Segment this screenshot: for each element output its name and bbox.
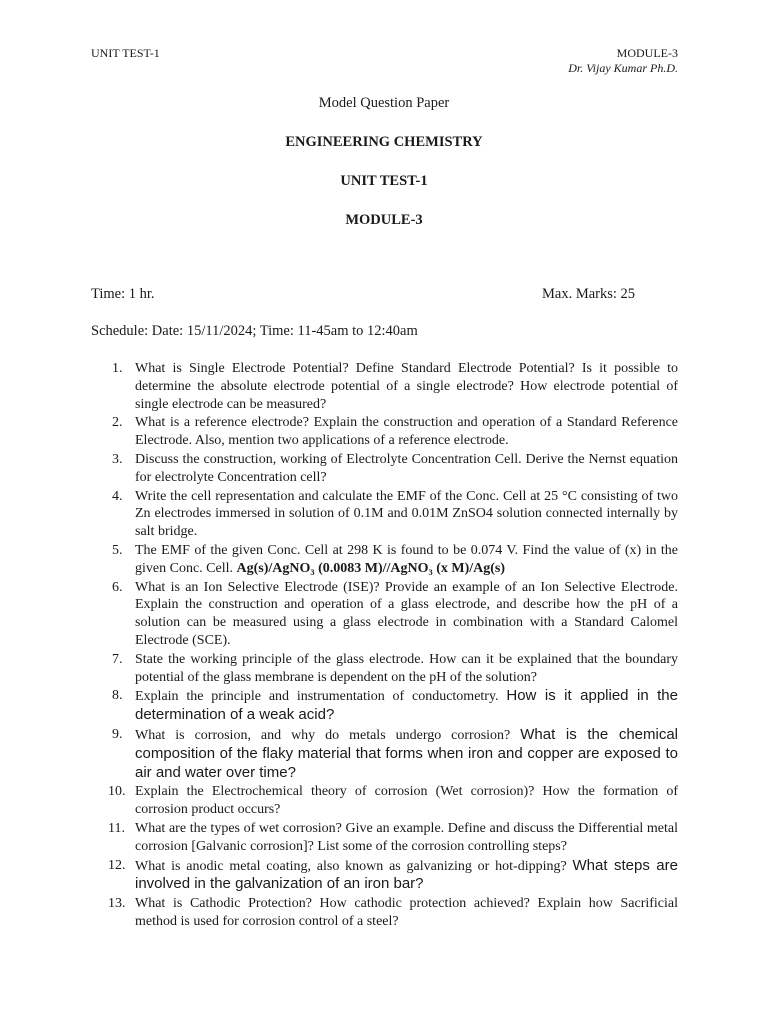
question-text: Write the cell representation and calculate the EMF of the Conc. Cell at 25 °C consisting of two Zn electrodes immersed in solution of 0.1M and 0.01M ZnSO4 solution connected internally by salt bridge. (135, 488, 678, 540)
question-number: 9. (112, 726, 123, 742)
paper-subtitle: Model Question Paper (318, 95, 450, 111)
question-text: What is Single Electrode Potential? Define Standard Electrode Potential? Is it possible to determine the absolute electrode potential of a single electrode? How electrode potential of single electrode can be measured? (135, 361, 678, 412)
question-text: What is anodic metal coating, also known as galvanizing or hot-dipping? (135, 858, 567, 874)
question-item (91, 414, 678, 450)
question-item (91, 542, 678, 578)
header-module: MODULE-3 (616, 46, 678, 60)
schedule: Schedule: Date: 15/11/2024; Time: 11-45am to 12:40am (91, 323, 418, 339)
question-number: 7. (112, 651, 123, 667)
question-text: What is a reference electrode? Explain the construction and operation of a Standard Reference Electrode. Also, mention two applications of a reference electrode. (135, 415, 678, 449)
question-text-continued: What is the chemical composition of the flaky material that forms when iron and copper are exposed to air and water over time? (135, 725, 679, 781)
question-list (91, 360, 678, 932)
question-text: Explain the principle and instrumentation of conductometry. (135, 689, 499, 705)
question-number: 13. (108, 896, 126, 912)
question-number: 10. (108, 784, 126, 800)
question-text: Discuss the construction, working of Electrolyte Concentration Cell. Derive the Nernst equation for electrolyte Concentration cell? (135, 451, 678, 485)
question-text: State the working principle of the glass electrode. How can it be explained that the boundary potential of the glass membrane is dependent on the pH of the solution? (135, 651, 678, 685)
question-item (91, 820, 678, 856)
header-module-block (568, 46, 678, 76)
max-marks: Max. Marks: 25 (542, 286, 636, 302)
question-item (91, 451, 678, 487)
header-unit-test: UNIT TEST-1 (91, 46, 160, 60)
question-number: 11. (108, 820, 125, 836)
question-number: 3. (112, 451, 123, 467)
question-text: Explain the Electrochemical theory of corrosion (Wet corrosion)? How the formation of corrosion product occurs? (135, 784, 678, 818)
cell-formula: Ag(s)/AgNO₃ (0.0083 M)//AgNO₃ (x M)/Ag(s) (236, 560, 506, 576)
question-number: 5. (112, 542, 123, 558)
question-number: 1. (112, 361, 123, 376)
question-text-continued: What steps are involved in the galvanization of an iron bar? (135, 856, 678, 893)
question-text: The EMF of the given Conc. Cell at 298 K is found to be 0.074 V. Find the value of (x) in the given Conc. Cell. (135, 542, 678, 576)
question-number: 6. (112, 579, 123, 595)
question-item (91, 857, 678, 895)
question-item (91, 783, 678, 819)
question-item (91, 726, 678, 782)
header-author: Dr. Vijay Kumar Ph.D. (568, 61, 678, 75)
question-item (91, 360, 678, 413)
question-item (91, 488, 678, 541)
question-item (91, 651, 678, 687)
question-text: What is an Ion Selective Electrode (ISE)? Provide an example of an Ion Selective Electrode. Explain the construction and operation of a glass electrode, and describe how the pH of a solution can be measured using a glass electrode in combination with a Standard Calomel Electrode (SCE). (135, 579, 678, 648)
question-text: What are the types of wet corrosion? Give an example. Define and discuss the Differential metal corrosion [Galvanic corrosion]? List some of the corrosion controlling steps? (135, 820, 678, 854)
time-allowed: Time: 1 hr. (91, 286, 155, 302)
question-number: 12. (108, 857, 126, 873)
question-text: What is corrosion, and why do metals undergo corrosion? (135, 727, 511, 743)
question-number: 2. (112, 415, 123, 431)
paper-title-subject: ENGINEERING CHEMISTRY (285, 134, 483, 150)
question-item (91, 895, 678, 931)
question-number: 8. (112, 688, 123, 704)
paper-title-module: MODULE-3 (345, 212, 423, 228)
question-item (91, 579, 678, 650)
paper-title-test: UNIT TEST-1 (340, 173, 428, 189)
question-text-continued: How is it applied in the determination of a weak acid? (135, 687, 678, 724)
question-text: What is Cathodic Protection? How cathodic protection achieved? Explain how Sacrificial method is used for corrosion control of a steel? (135, 896, 678, 929)
question-number: 4. (112, 488, 123, 504)
question-item (91, 687, 678, 725)
